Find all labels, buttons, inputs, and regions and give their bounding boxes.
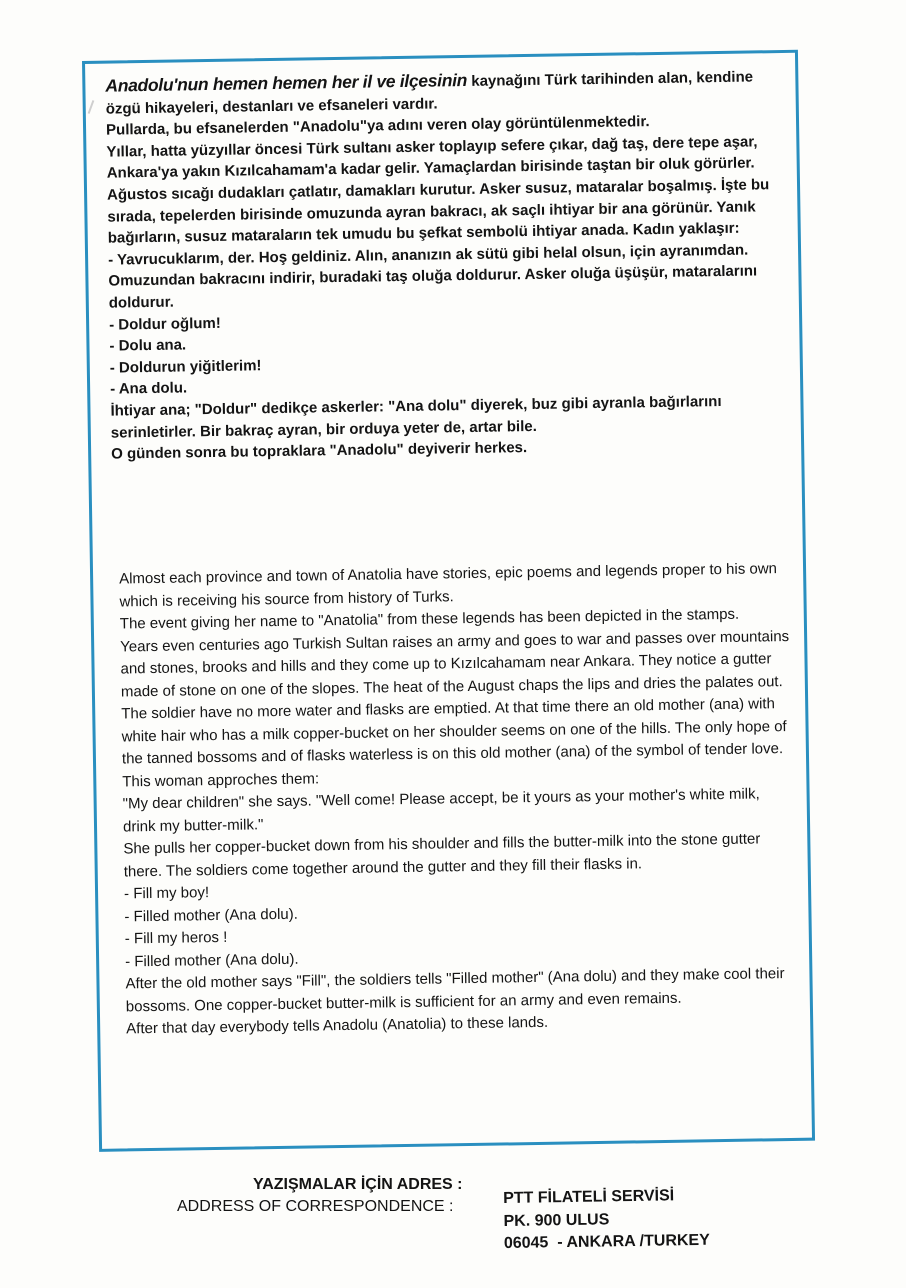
turkish-paragraph: O günden sonra bu topraklara "Anadolu" deyiverir herkes. — [111, 439, 528, 463]
turkish-legend — [105, 65, 787, 465]
turkish-paragraph: Omuzundan bakracını indirir, buradaki taş oluğa doldurur. Asker oluğa üşüşür, mataralarını doldurur. — [108, 262, 758, 312]
english-dialogue: - Fill my heros ! — [124, 928, 228, 948]
turkish-paragraph: Pullarda, bu efsanelerden "Anadolu"ya adını veren olay görüntülenmektedir. — [105, 113, 650, 139]
english-paragraph: "My dear children" she says. "Well come! Please accept, be it yours as your mother's white milk, drink my butter-milk." — [122, 785, 760, 835]
address-label-en: ADDRESS OF CORRESPONDENCE : — [177, 1198, 454, 1215]
english-paragraph: Years even centuries ago Turkish Sultan raises an army and goes to war and passes over mountains and stones, brooks and hills and they come up to Kızılcahamam near Ankara. They notice a gutter made of stone on one of the slopes. The heat of the August chaps the lips and dries the palates out. — [120, 627, 790, 700]
turkish-paragraph: Yıllar, hatta yüzyıllar öncesi Türk sultanı asker toplayıp sefere çıkar, dağ taş, dere tepe aşar, Ankara'ya yakın Kızılcahamam'a kadar gelir. Yamaçlardan birisinde taştan bir oluk görürler. Ağustos sıcağı dudakları çatlatır, damakları kurutur. Asker susuz, mataralar boşalmış. İşte bu sırada, tepelerden birisinde omuzunda ayran bakracı, ak saçlı ihtiyar bir ana görünür. Yanık bağırların, susuz mataraların tek umudu bu şefkat sembolü ihtiyar anada. Kadın yaklaşır: — [106, 133, 770, 247]
turkish-dialogue: - Ana dolu. — [110, 379, 188, 398]
postal-address — [503, 1185, 710, 1256]
english-dialogue: - Filled mother (Ana dolu). — [124, 905, 298, 925]
address-line: PTT FİLATELİ SERVİSİ — [503, 1187, 675, 1207]
english-paragraph: After the old mother says "Fill", the soldiers tells "Filled mother" (Ana dolu) and they make cool their bossoms. One copper-bucket butter-milk is sufficient for an army and even remains. — [125, 965, 785, 1015]
english-paragraph: Almost each province and town of Anatolia have stories, epic poems and legends proper to his own which is receiving his source from history of Turks. — [119, 560, 778, 610]
turkish-paragraph: İhtiyar ana; "Doldur" dedikçe askerler: "Ana dolu" diyerek, buz gibi ayranla bağırlarını serinletirler. Bir bakraç ayran, bir orduya yeter de, artar bile. — [110, 392, 722, 442]
english-paragraph: The soldier have no more water and flasks are emptied. At that time there an old mother (ana) with white hair who has a milk copper-bucket on her shoulder seems on one of the hills. The only hope of the tanned bossoms and of flasks waterless is on this old mother (ana) of the symbol of tender love. This woman approches them: — [121, 695, 787, 790]
turkish-dialogue: - Dolu ana. — [109, 336, 187, 355]
text-frame — [82, 50, 815, 1152]
turkish-text: kaynağını Türk tarihinden alan, kendine özgü hikayeleri, destanları ve efsaneleri vardır. — [105, 68, 754, 118]
address-line: 06045 - ANKARA /TURKEY — [503, 1231, 710, 1252]
english-dialogue: - Fill my boy! — [123, 884, 210, 903]
english-dialogue: - Filled mother (Ana dolu). — [125, 950, 299, 970]
english-paragraph: The event giving her name to "Anatolia" from these legends has been depicted in the stamps. — [119, 605, 740, 633]
correspondence-footer — [0, 1172, 906, 1262]
turkish-paragraph: - Yavrucuklarım, der. Hoş geldiniz. Alın, ananızın ak sütü gibi helal olsun, için ayranımdan. — [107, 241, 749, 269]
address-line: PK. 900 ULUS — [503, 1210, 610, 1230]
address-label-tr: YAZIŞMALAR İÇİN ADRES : — [253, 1176, 463, 1193]
turkish-dialogue: - Doldurun yiğitlerim! — [109, 356, 262, 377]
english-paragraph: After that day everybody tells Anadolu (Anatolia) to these lands. — [126, 1013, 549, 1038]
english-legend — [119, 558, 796, 1041]
turkish-lead: Anadolu'nun hemen hemen her il ve ilçesinin — [105, 69, 468, 96]
turkish-dialogue: - Doldur oğlum! — [109, 314, 221, 334]
english-paragraph: She pulls her copper-bucket down from his shoulder and fills the butter-milk into the stone gutter there. The soldiers come together around the gutter and they fill their flasks in. — [123, 830, 761, 880]
